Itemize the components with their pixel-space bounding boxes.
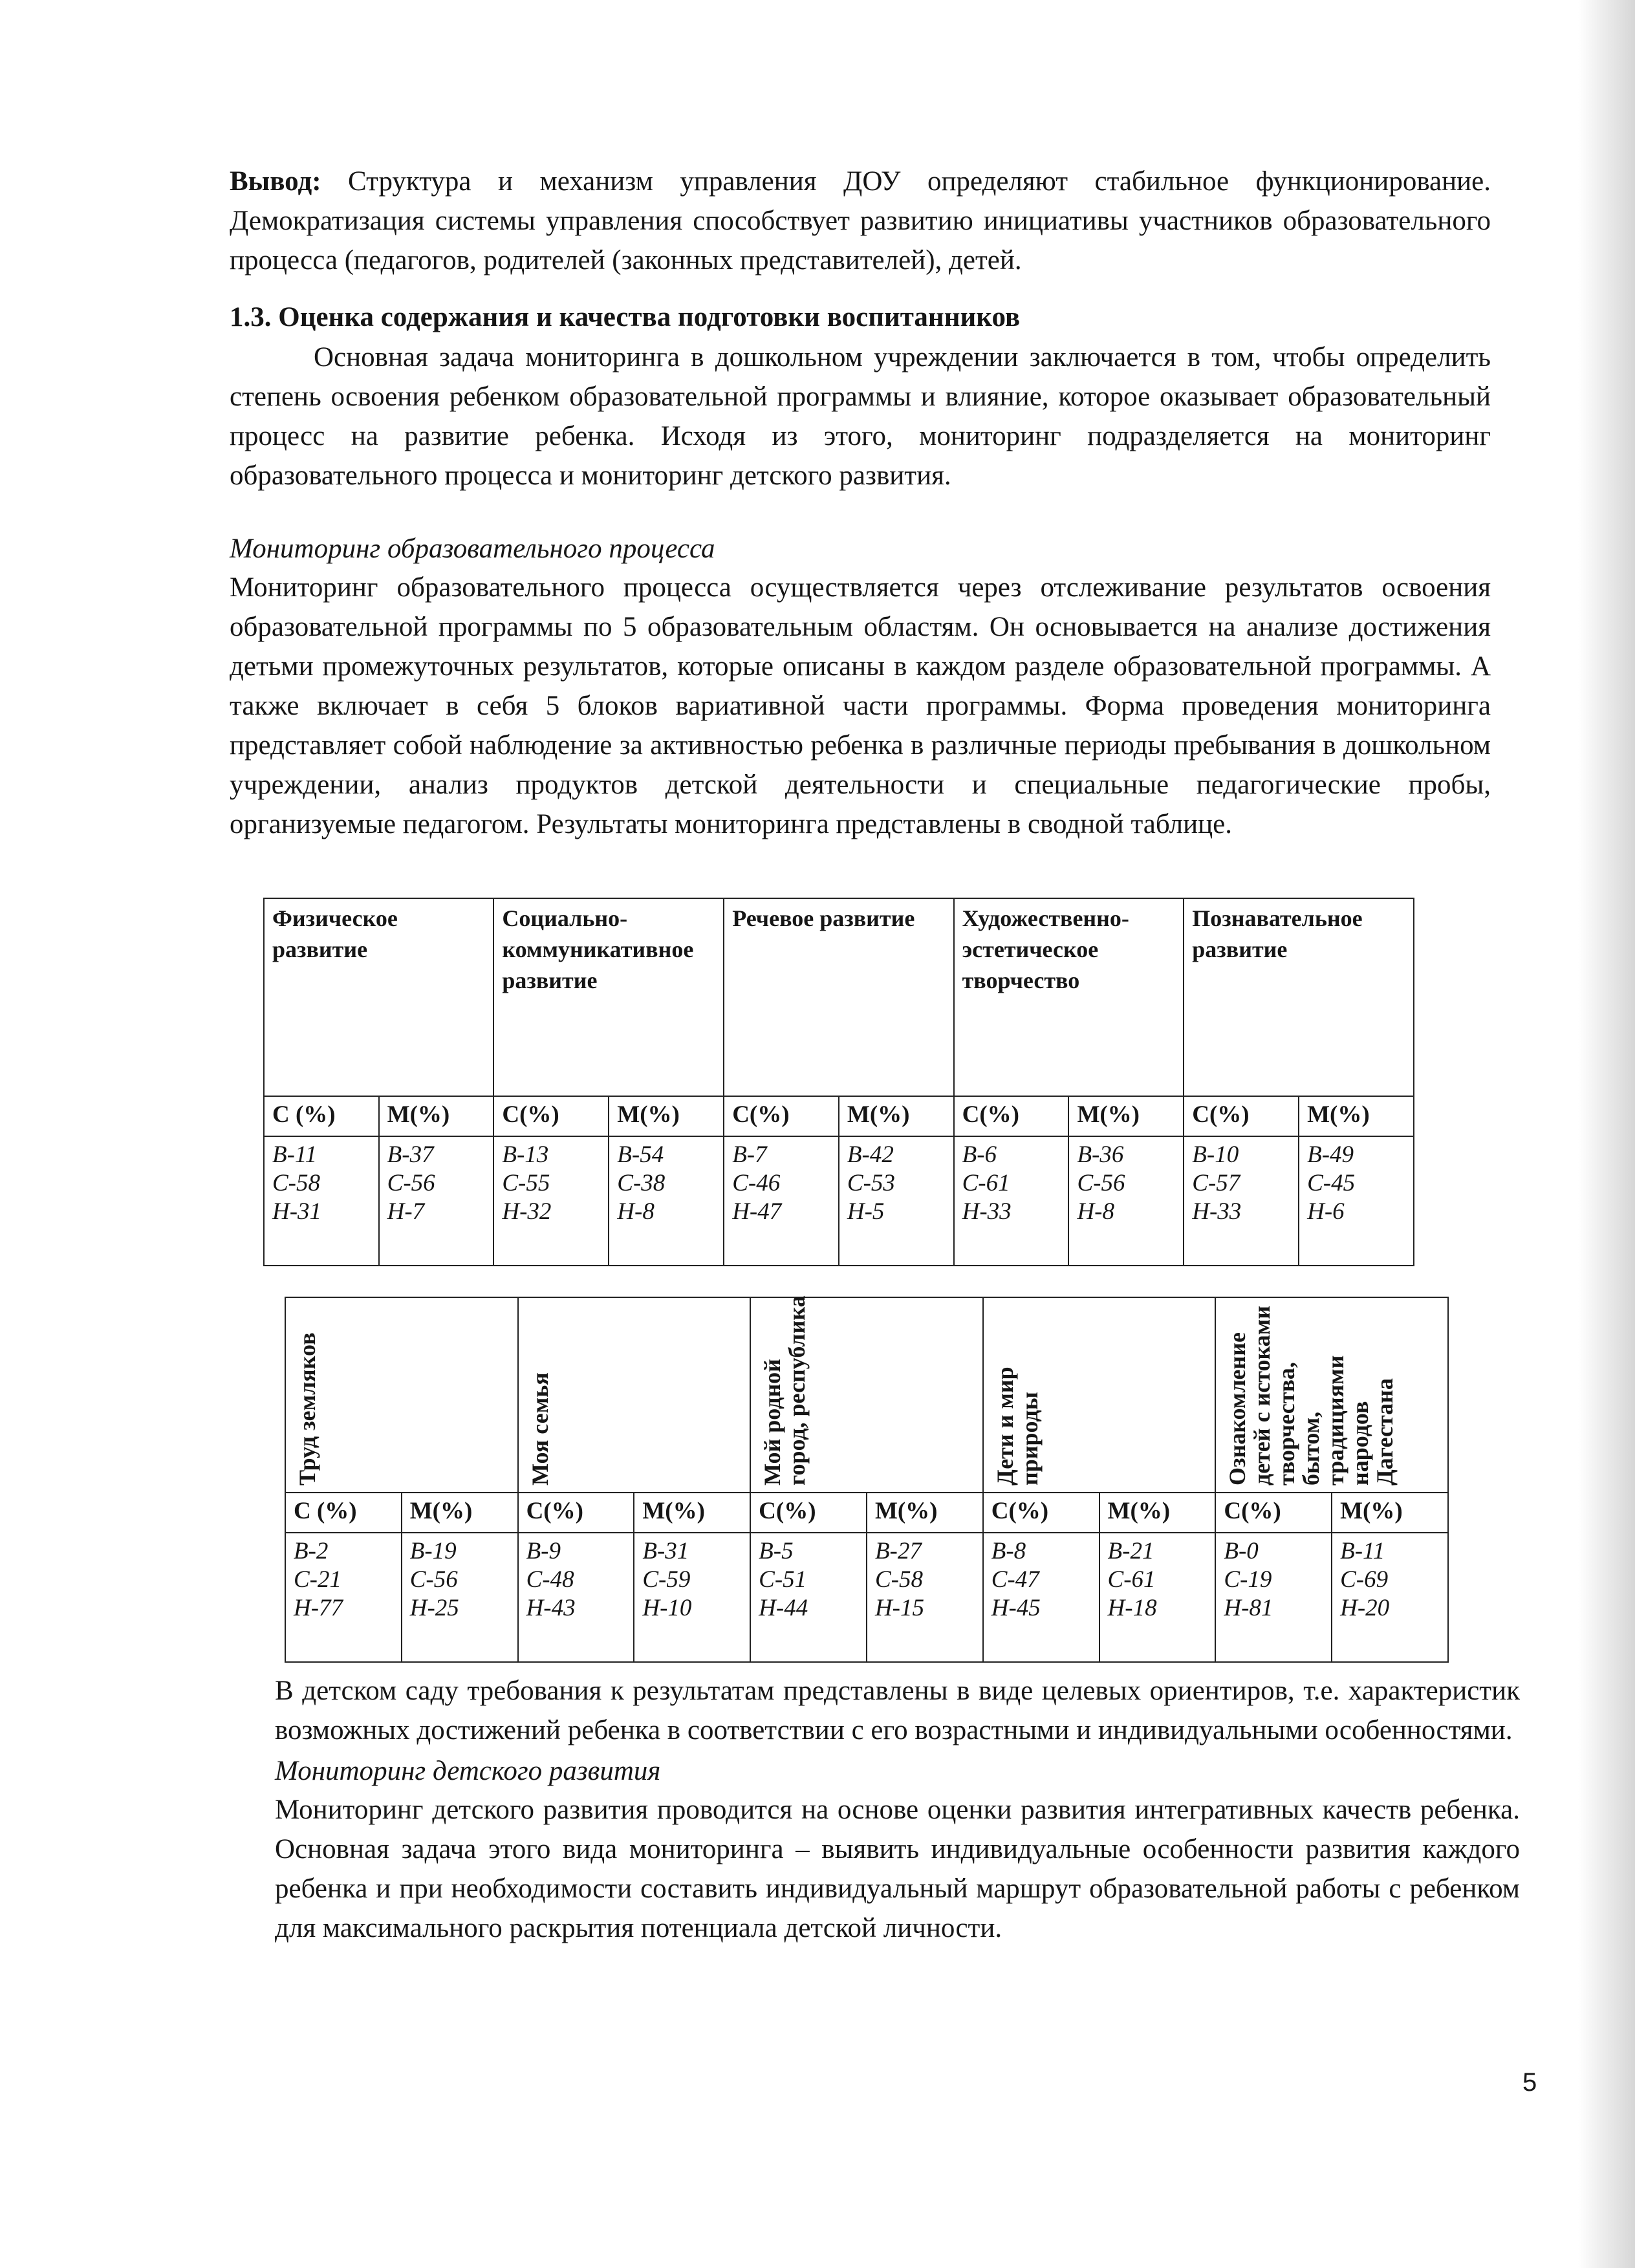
table2-header-cell	[285, 1297, 518, 1493]
table2-subheader: С(%)	[518, 1493, 634, 1533]
table1-values-row	[264, 1136, 1414, 1266]
table2-subheader: М(%)	[634, 1493, 750, 1533]
table2-header-cell	[1215, 1297, 1448, 1493]
table1-cell: В-6 С-61 Н-33	[954, 1136, 1069, 1266]
table2-subheader: М(%)	[867, 1493, 983, 1533]
table2-values-row	[285, 1533, 1448, 1662]
table1-subheader: С (%)	[264, 1096, 379, 1136]
subsection1-paragraph: Мониторинг образовательного процесса осуществляется через отслеживание результатов освоения образовательной программы по 5 образовательным областям. Он основывается на анализе достижения детьми промежуточных результатов, которые описаны в каждом разделе образовательной программы. А также включает в себя 5 блоков вариативной части программы. Форма проведения мониторинга представляет собой наблюдение за активностью ребенка в различные периоды пребывания в дошкольном учреждении, анализ продуктов детской деятельности и специальные педагогические пробы, организуемые педагогом. Результаты мониторинга представлены в сводной таблице.	[230, 572, 1491, 839]
table1-cell: В-49 С-45 Н-6	[1299, 1136, 1414, 1266]
table1-header: Социально-коммуникативное развитие	[493, 898, 724, 1096]
table1-cell: В-36 С-56 Н-8	[1068, 1136, 1184, 1266]
intro-paragraph: Основная задача мониторинга в дошкольном учреждении заключается в том, чтобы определить степень освоения ребенком образовательной программы и влияние, которое оказывает образовательный процесс на развитие ребенка. Исходя из этого, мониторинг подразделяется на мониторинг образовательного процесса и мониторинг детского развития.	[230, 342, 1491, 491]
table2-header-cell	[750, 1297, 983, 1493]
table2-header-row	[285, 1297, 1448, 1493]
table2-cell: В-19 С-56 Н-25	[402, 1533, 518, 1662]
monitoring-table-1	[263, 898, 1414, 1266]
table2-cell: В-21 С-61 Н-18	[1099, 1533, 1216, 1662]
conclusion-paragraph	[230, 162, 1491, 280]
table1-subheader: М(%)	[839, 1096, 954, 1136]
targets-paragraph: В детском саду требования к результатам представлены в виде целевых ориентиров, т.е. характеристик возможных достижений ребенка в соответствии с его возрастными и индивидуальными особенностями.	[275, 1676, 1520, 1745]
table2-cell: В-8 С-47 Н-45	[983, 1533, 1099, 1662]
table2-cell: В-9 С-48 Н-43	[518, 1533, 634, 1662]
table2-cell: В-0 С-19 Н-81	[1215, 1533, 1332, 1662]
table2-subheader: С(%)	[1215, 1493, 1332, 1533]
table2-subheader: М(%)	[402, 1493, 518, 1533]
table1-cell: В-42 С-53 Н-5	[839, 1136, 954, 1266]
table1-cell: В-7 С-46 Н-47	[724, 1136, 839, 1266]
table2-subheader: С (%)	[285, 1493, 402, 1533]
table2-header: Ознакомление детей с истоками творчества, бытом, традициями народов Дагестана	[1224, 1306, 1398, 1485]
table1-subheader-row	[264, 1096, 1414, 1136]
lower-body	[275, 1671, 1520, 1948]
conclusion-label: Вывод:	[230, 166, 321, 197]
table1-header: Познавательное развитие	[1184, 898, 1414, 1096]
table2-cell: В-31 С-59 Н-10	[634, 1533, 750, 1662]
table2-header-cell	[983, 1297, 1216, 1493]
table1-subheader: М(%)	[609, 1096, 724, 1136]
table2-header: Дети и мир природы	[991, 1366, 1043, 1485]
table1-subheader: С(%)	[954, 1096, 1069, 1136]
table1-cell: В-37 С-56 Н-7	[379, 1136, 494, 1266]
table1-cell: В-10 С-57 Н-33	[1184, 1136, 1299, 1266]
table2-header: Труд земляков	[294, 1332, 320, 1485]
table1-cell: В-13 С-55 Н-32	[493, 1136, 609, 1266]
table2-header: Мой родной город, республика	[759, 1295, 810, 1485]
monitoring-table-2	[285, 1297, 1449, 1663]
table1-cell: В-11 С-58 Н-31	[264, 1136, 379, 1266]
table2-cell: В-2 С-21 Н-77	[285, 1533, 402, 1662]
subsection1-title: Мониторинг образовательного процесса	[230, 534, 715, 564]
table1-header: Физическое развитие	[264, 898, 493, 1096]
subsection2-paragraph: Мониторинг детского развития проводится на основе оценки развития интегративных качеств ребенка. Основная задача этого вида мониторинга – выявить индивидуальные особенности развития каждого ребенка и при необходимости составить индивидуальный маршрут образовательной работы с ребенком для максимального раскрытия потенциала детской личности.	[275, 1795, 1520, 1943]
table1-subheader: С(%)	[724, 1096, 839, 1136]
table2-subheader: С(%)	[983, 1493, 1099, 1533]
table1-cell: В-54 С-38 Н-8	[609, 1136, 724, 1266]
table2-subheader: С(%)	[750, 1493, 867, 1533]
table2-header: Моя семья	[526, 1372, 553, 1485]
table2-header-cell	[518, 1297, 751, 1493]
page-number: 5	[1522, 2068, 1537, 2097]
table2-subheader: М(%)	[1099, 1493, 1216, 1533]
subsection2-title: Мониторинг детского развития	[275, 1756, 661, 1786]
table1-header: Художественно-эстетическое творчество	[954, 898, 1184, 1096]
table1-header: Речевое развитие	[724, 898, 953, 1096]
table2-subheader: М(%)	[1332, 1493, 1448, 1533]
table1-subheader: М(%)	[379, 1096, 494, 1136]
table2-cell: В-11 С-69 Н-20	[1332, 1533, 1448, 1662]
table2-subheader-row	[285, 1493, 1448, 1533]
table1-subheader: М(%)	[1068, 1096, 1184, 1136]
section-heading: 1.3. Оценка содержания и качества подготовки воспитанников	[230, 302, 1021, 332]
table2-cell: В-27 С-58 Н-15	[867, 1533, 983, 1662]
table2-cell: В-5 С-51 Н-44	[750, 1533, 867, 1662]
table1-subheader: С(%)	[1184, 1096, 1299, 1136]
conclusion-text: Структура и механизм управления ДОУ определяют стабильное функционирование. Демократизация системы управления способствует развитию инициативы участников образовательного процесса (педагогов, родителей (законных представителей), детей.	[230, 166, 1491, 275]
table1-subheader: М(%)	[1299, 1096, 1414, 1136]
table1-subheader: С(%)	[493, 1096, 609, 1136]
table1-header-row	[264, 898, 1414, 1096]
